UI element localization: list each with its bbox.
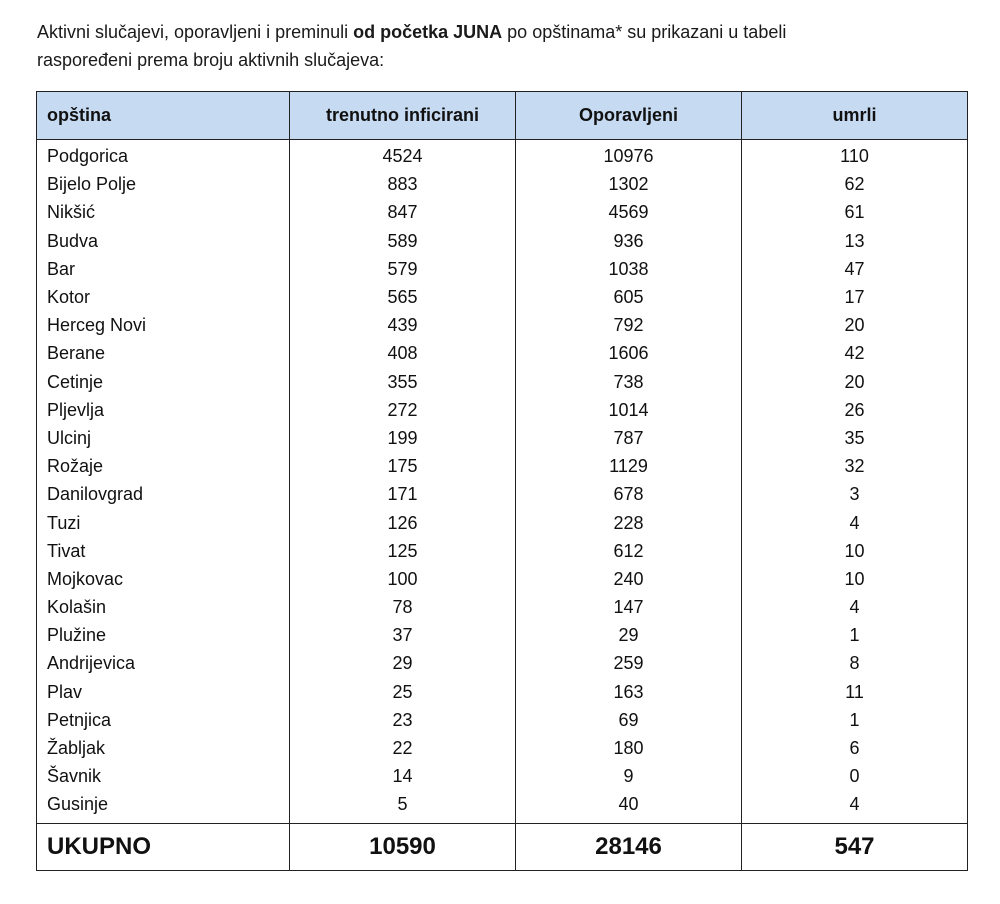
cell-recovered: 678	[516, 480, 742, 508]
cell-recovered: 1129	[516, 452, 742, 480]
table-row	[37, 339, 968, 367]
table-row	[37, 621, 968, 649]
header-recovered: Oporavljeni	[516, 92, 742, 140]
table-row	[37, 593, 968, 621]
cell-municipality: Kolašin	[37, 593, 290, 621]
cell-recovered: 612	[516, 537, 742, 565]
cell-recovered: 163	[516, 678, 742, 706]
cell-municipality: Danilovgrad	[37, 480, 290, 508]
header-deceased: umrli	[742, 92, 968, 140]
intro-text-line2: raspoređeni prema broju aktivnih slučajeva:	[37, 50, 385, 70]
cell-deceased: 10	[742, 537, 968, 565]
table-row	[37, 790, 968, 818]
table-row	[37, 311, 968, 339]
header-municipality: opština	[37, 92, 290, 140]
cell-recovered: 9	[516, 762, 742, 790]
cell-municipality: Kotor	[37, 283, 290, 311]
total-deceased: 547	[742, 823, 968, 870]
cell-active: 100	[290, 565, 516, 593]
cell-deceased: 0	[742, 762, 968, 790]
table-row	[37, 255, 968, 283]
cell-active: 175	[290, 452, 516, 480]
cell-deceased: 42	[742, 339, 968, 367]
table-row	[37, 452, 968, 480]
cell-active: 4524	[290, 140, 516, 171]
cell-active: 565	[290, 283, 516, 311]
cell-municipality: Bijelo Polje	[37, 170, 290, 198]
table-row	[37, 734, 968, 762]
cell-active: 23	[290, 706, 516, 734]
table-row	[37, 198, 968, 226]
cell-municipality: Herceg Novi	[37, 311, 290, 339]
cell-active: 78	[290, 593, 516, 621]
cell-municipality: Cetinje	[37, 368, 290, 396]
total-row	[37, 823, 968, 870]
intro-text-bold: od početka JUNA	[353, 22, 503, 42]
cell-municipality: Plav	[37, 678, 290, 706]
cell-recovered: 69	[516, 706, 742, 734]
cell-active: 883	[290, 170, 516, 198]
cell-active: 408	[290, 339, 516, 367]
cell-municipality: Pljevlja	[37, 396, 290, 424]
cell-deceased: 4	[742, 593, 968, 621]
header-active: trenutno inficirani	[290, 92, 516, 140]
cell-active: 589	[290, 227, 516, 255]
table-row	[37, 649, 968, 677]
table-row	[37, 678, 968, 706]
cell-municipality: Žabljak	[37, 734, 290, 762]
total-recovered: 28146	[516, 823, 742, 870]
cell-deceased: 20	[742, 311, 968, 339]
cell-recovered: 738	[516, 368, 742, 396]
cell-active: 14	[290, 762, 516, 790]
cell-active: 355	[290, 368, 516, 396]
cell-active: 579	[290, 255, 516, 283]
cell-deceased: 61	[742, 198, 968, 226]
cell-recovered: 259	[516, 649, 742, 677]
cell-deceased: 6	[742, 734, 968, 762]
cell-recovered: 1038	[516, 255, 742, 283]
cell-deceased: 4	[742, 508, 968, 536]
cell-recovered: 787	[516, 424, 742, 452]
cell-municipality: Budva	[37, 227, 290, 255]
cell-deceased: 13	[742, 227, 968, 255]
cell-deceased: 20	[742, 368, 968, 396]
municipality-table	[36, 91, 968, 871]
cell-deceased: 17	[742, 283, 968, 311]
table-row	[37, 170, 968, 198]
cell-municipality: Rožaje	[37, 452, 290, 480]
cell-active: 126	[290, 508, 516, 536]
cell-deceased: 4	[742, 790, 968, 818]
cell-deceased: 32	[742, 452, 968, 480]
table-row	[37, 762, 968, 790]
cell-deceased: 35	[742, 424, 968, 452]
cell-municipality: Gusinje	[37, 790, 290, 818]
cell-recovered: 1302	[516, 170, 742, 198]
table-row	[37, 565, 968, 593]
cell-municipality: Petnjica	[37, 706, 290, 734]
total-label: UKUPNO	[37, 823, 290, 870]
cell-deceased: 1	[742, 706, 968, 734]
cell-municipality: Nikšić	[37, 198, 290, 226]
intro-text	[37, 18, 967, 74]
cell-active: 25	[290, 678, 516, 706]
table-row	[37, 368, 968, 396]
intro-text-part2: po opštinama* su prikazani u tabeli	[502, 22, 787, 42]
table-header-row	[37, 92, 968, 140]
cell-municipality: Mojkovac	[37, 565, 290, 593]
cell-recovered: 240	[516, 565, 742, 593]
cell-municipality: Tuzi	[37, 508, 290, 536]
cell-active: 37	[290, 621, 516, 649]
intro-text-part1: Aktivni slučajevi, oporavljeni i preminuli	[37, 22, 354, 42]
table-body	[37, 140, 968, 824]
cell-deceased: 47	[742, 255, 968, 283]
cell-deceased: 8	[742, 649, 968, 677]
cell-deceased: 11	[742, 678, 968, 706]
table-row	[37, 424, 968, 452]
table-row	[37, 480, 968, 508]
cell-recovered: 10976	[516, 140, 742, 171]
table-row	[37, 508, 968, 536]
total-active: 10590	[290, 823, 516, 870]
cell-municipality: Šavnik	[37, 762, 290, 790]
table-row	[37, 227, 968, 255]
cell-active: 22	[290, 734, 516, 762]
cell-active: 5	[290, 790, 516, 818]
table-row	[37, 706, 968, 734]
cell-active: 171	[290, 480, 516, 508]
cell-active: 29	[290, 649, 516, 677]
cell-active: 125	[290, 537, 516, 565]
cell-municipality: Berane	[37, 339, 290, 367]
cell-municipality: Podgorica	[37, 140, 290, 171]
cell-municipality: Ulcinj	[37, 424, 290, 452]
table-row	[37, 283, 968, 311]
cell-municipality: Bar	[37, 255, 290, 283]
table-row	[37, 140, 968, 171]
cell-municipality: Andrijevica	[37, 649, 290, 677]
cell-recovered: 29	[516, 621, 742, 649]
cell-recovered: 147	[516, 593, 742, 621]
cell-active: 199	[290, 424, 516, 452]
table-row	[37, 537, 968, 565]
cell-recovered: 40	[516, 790, 742, 818]
cell-recovered: 936	[516, 227, 742, 255]
cell-recovered: 605	[516, 283, 742, 311]
cell-municipality: Tivat	[37, 537, 290, 565]
cell-deceased: 110	[742, 140, 968, 171]
cell-municipality: Plužine	[37, 621, 290, 649]
cell-active: 847	[290, 198, 516, 226]
cell-active: 272	[290, 396, 516, 424]
cell-recovered: 1606	[516, 339, 742, 367]
cell-deceased: 62	[742, 170, 968, 198]
table-row	[37, 396, 968, 424]
cell-deceased: 1	[742, 621, 968, 649]
cell-recovered: 792	[516, 311, 742, 339]
cell-recovered: 228	[516, 508, 742, 536]
cell-deceased: 10	[742, 565, 968, 593]
cell-deceased: 3	[742, 480, 968, 508]
cell-recovered: 4569	[516, 198, 742, 226]
cell-active: 439	[290, 311, 516, 339]
cell-deceased: 26	[742, 396, 968, 424]
cell-recovered: 1014	[516, 396, 742, 424]
cell-recovered: 180	[516, 734, 742, 762]
